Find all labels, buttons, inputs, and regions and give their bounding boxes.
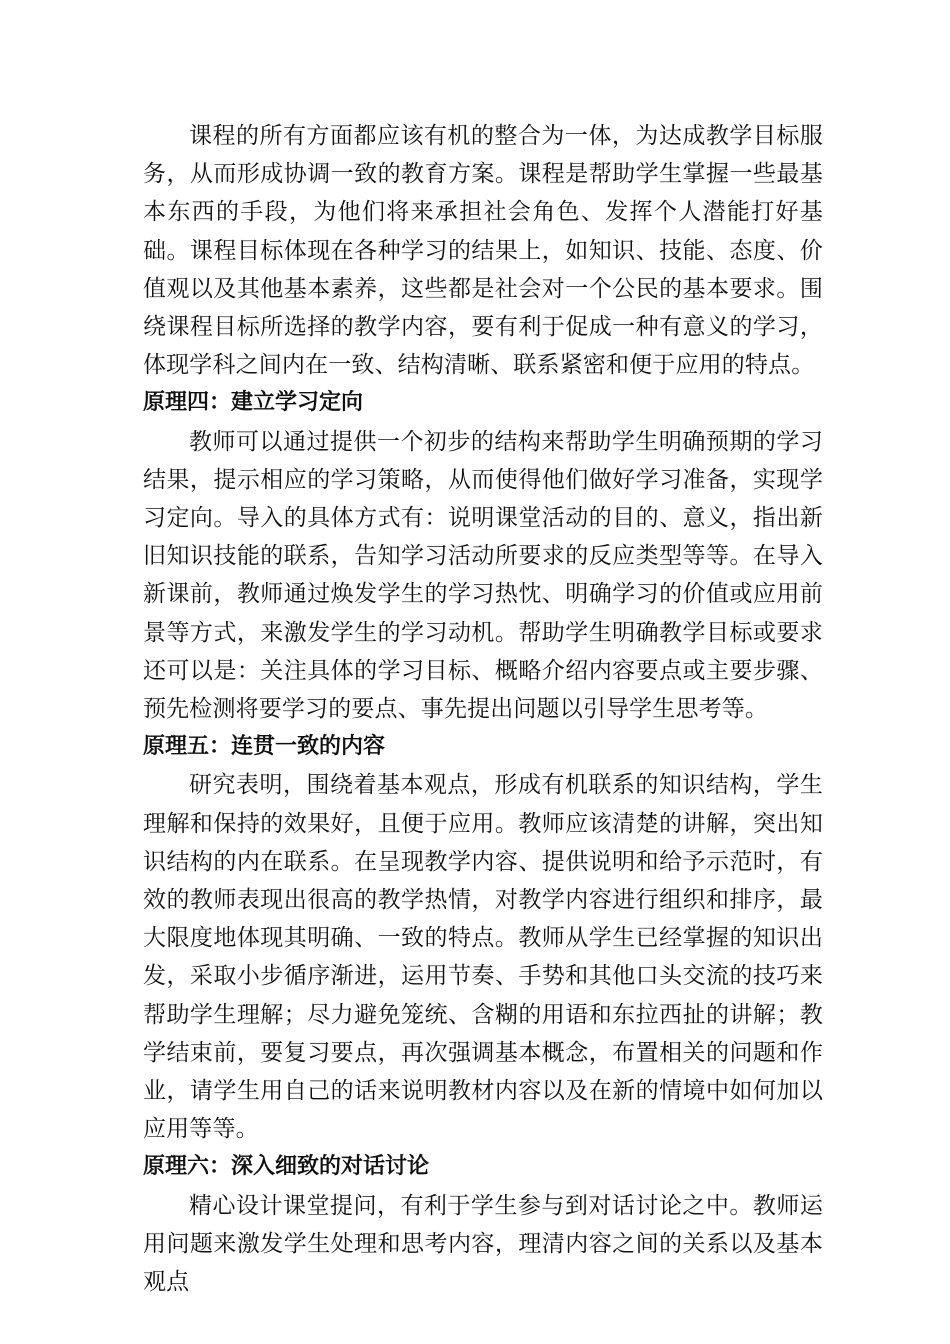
principle-4-paragraph: 教师可以通过提供一个初步的结构来帮助学生明确预期的学习结果，提示相应的学习策略，从而使得他们做好学习准备，实现学习定向。导入的具体方式有：说明课堂活动的目的、意义，指出新旧知识技能的联系，告知学习活动所要求的反应类型等等。在导入新课前，教师通过焕发学生的学习热忱、明确学习的价值或应用前景等方式，来激发学生的学习动机。帮助学生明确教学目标或要求还可以是：关注具体的学习目标、概略介绍内容要点或主要步骤、预先检测将要学习的要点、事先提出问题以引导学生思考等。 <box>143 428 823 723</box>
intro-paragraph: 课程的所有方面都应该有机的整合为一体，为达成教学目标服务，从而形成协调一致的教育方案。课程是帮助学生掌握一些最基本东西的手段，为他们将来承担社会角色、发挥个人潜能打好基础。课程目标体现在各种学习的结果上，如知识、技能、态度、价值观以及其他基本素养，这些都是社会对一个公民的基本要求。围绕课程目标所选择的教学内容，要有利于促成一种有意义的学习，体现学科之间内在一致、结构清晰、联系紧密和便于应用的特点。 <box>143 123 823 379</box>
document-page <box>143 117 823 1301</box>
section-heading-principle-4: 原理四：建立学习定向 <box>143 390 364 416</box>
section-heading-principle-5: 原理五：连贯一致的内容 <box>143 734 386 760</box>
section-heading-principle-6: 原理六：深入细致的对话讨论 <box>143 1154 430 1180</box>
principle-6-paragraph: 精心设计课堂提问，有利于学生参与到对话讨论之中。教师运用问题来激发学生处理和思考内容，理清内容之间的关系以及基本观点 <box>143 1192 823 1296</box>
principle-5-paragraph: 研究表明，围绕着基本观点，形成有机联系的知识结构，学生理解和保持的效果好，且便于应用。教师应该清楚的讲解，突出知识结构的内在联系。在呈现教学内容、提供说明和给予示范时，有效的教师表现出很高的教学热情，对教学内容进行组织和排序，最大限度地体现其明确、一致的特点。教师从学生已经掌握的知识出发，采取小步循序渐进，运用节奏、手势和其他口头交流的技巧来帮助学生理解；尽力避免笼统、含糊的用语和东拉西扯的讲解；教学结束前，要复习要点，再次强调基本概念，布置相关的问题和作业，请学生用自己的话来说明教材内容以及在新的情境中如何加以应用等等。 <box>143 772 823 1143</box>
